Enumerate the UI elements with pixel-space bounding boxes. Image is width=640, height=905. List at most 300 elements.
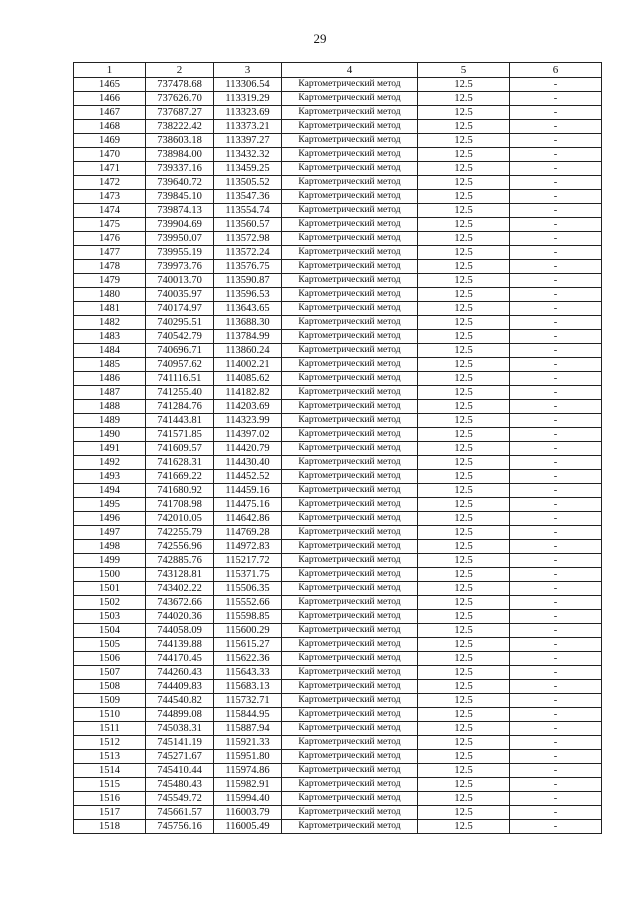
y-coordinate-cell: 115217.72 bbox=[214, 554, 282, 568]
note-cell: - bbox=[510, 680, 602, 694]
accuracy-cell: 12.5 bbox=[418, 540, 510, 554]
accuracy-cell: 12.5 bbox=[418, 582, 510, 596]
accuracy-cell: 12.5 bbox=[418, 484, 510, 498]
x-coordinate-cell: 739874.13 bbox=[146, 204, 214, 218]
method-cell: Картометрический метод bbox=[282, 148, 418, 162]
method-cell: Картометрический метод bbox=[282, 134, 418, 148]
table-row bbox=[74, 288, 602, 302]
table-row bbox=[74, 694, 602, 708]
note-cell: - bbox=[510, 624, 602, 638]
table-row bbox=[74, 792, 602, 806]
y-coordinate-cell: 113643.65 bbox=[214, 302, 282, 316]
accuracy-cell: 12.5 bbox=[418, 274, 510, 288]
point-number-cell: 1509 bbox=[74, 694, 146, 708]
point-number-cell: 1489 bbox=[74, 414, 146, 428]
x-coordinate-cell: 738603.18 bbox=[146, 134, 214, 148]
y-coordinate-cell: 113319.29 bbox=[214, 92, 282, 106]
table-row bbox=[74, 568, 602, 582]
table-row bbox=[74, 722, 602, 736]
table-row bbox=[74, 414, 602, 428]
table-row bbox=[74, 610, 602, 624]
table-row bbox=[74, 442, 602, 456]
table-row bbox=[74, 148, 602, 162]
method-cell: Картометрический метод bbox=[282, 372, 418, 386]
method-cell: Картометрический метод bbox=[282, 652, 418, 666]
point-number-cell: 1508 bbox=[74, 680, 146, 694]
x-coordinate-cell: 740035.97 bbox=[146, 288, 214, 302]
note-cell: - bbox=[510, 708, 602, 722]
x-coordinate-cell: 739337.16 bbox=[146, 162, 214, 176]
x-coordinate-cell: 744020.36 bbox=[146, 610, 214, 624]
table-row bbox=[74, 540, 602, 554]
y-coordinate-cell: 115887.94 bbox=[214, 722, 282, 736]
accuracy-cell: 12.5 bbox=[418, 134, 510, 148]
y-coordinate-cell: 114203.69 bbox=[214, 400, 282, 414]
y-coordinate-cell: 115552.66 bbox=[214, 596, 282, 610]
x-coordinate-cell: 742885.76 bbox=[146, 554, 214, 568]
y-coordinate-cell: 113373.21 bbox=[214, 120, 282, 134]
x-coordinate-cell: 745480.43 bbox=[146, 778, 214, 792]
note-cell: - bbox=[510, 274, 602, 288]
x-coordinate-cell: 744540.82 bbox=[146, 694, 214, 708]
note-cell: - bbox=[510, 666, 602, 680]
accuracy-cell: 12.5 bbox=[418, 386, 510, 400]
table-row bbox=[74, 736, 602, 750]
x-coordinate-cell: 743402.22 bbox=[146, 582, 214, 596]
point-number-cell: 1518 bbox=[74, 820, 146, 834]
y-coordinate-cell: 113547.36 bbox=[214, 190, 282, 204]
x-coordinate-cell: 740957.62 bbox=[146, 358, 214, 372]
point-number-cell: 1476 bbox=[74, 232, 146, 246]
y-coordinate-cell: 113590.87 bbox=[214, 274, 282, 288]
note-cell: - bbox=[510, 162, 602, 176]
table-row bbox=[74, 372, 602, 386]
table-row bbox=[74, 652, 602, 666]
x-coordinate-cell: 740295.51 bbox=[146, 316, 214, 330]
accuracy-cell: 12.5 bbox=[418, 428, 510, 442]
note-cell: - bbox=[510, 512, 602, 526]
table-row bbox=[74, 820, 602, 834]
method-cell: Картометрический метод bbox=[282, 638, 418, 652]
x-coordinate-cell: 744058.09 bbox=[146, 624, 214, 638]
note-cell: - bbox=[510, 190, 602, 204]
x-coordinate-cell: 739904.69 bbox=[146, 218, 214, 232]
method-cell: Картометрический метод bbox=[282, 358, 418, 372]
table-row bbox=[74, 316, 602, 330]
accuracy-cell: 12.5 bbox=[418, 498, 510, 512]
note-cell: - bbox=[510, 722, 602, 736]
y-coordinate-cell: 115600.29 bbox=[214, 624, 282, 638]
method-cell: Картометрический метод bbox=[282, 708, 418, 722]
method-cell: Картометрический метод bbox=[282, 610, 418, 624]
point-number-cell: 1478 bbox=[74, 260, 146, 274]
note-cell: - bbox=[510, 652, 602, 666]
point-number-cell: 1498 bbox=[74, 540, 146, 554]
point-number-cell: 1493 bbox=[74, 470, 146, 484]
table-row bbox=[74, 512, 602, 526]
table-body bbox=[74, 78, 602, 834]
x-coordinate-cell: 739640.72 bbox=[146, 176, 214, 190]
method-cell: Картометрический метод bbox=[282, 456, 418, 470]
x-coordinate-cell: 740013.70 bbox=[146, 274, 214, 288]
accuracy-cell: 12.5 bbox=[418, 596, 510, 610]
note-cell: - bbox=[510, 260, 602, 274]
note-cell: - bbox=[510, 400, 602, 414]
note-cell: - bbox=[510, 106, 602, 120]
method-cell: Картометрический метод bbox=[282, 218, 418, 232]
accuracy-cell: 12.5 bbox=[418, 358, 510, 372]
accuracy-cell: 12.5 bbox=[418, 372, 510, 386]
point-number-cell: 1510 bbox=[74, 708, 146, 722]
y-coordinate-cell: 115732.71 bbox=[214, 694, 282, 708]
method-cell: Картометрический метод bbox=[282, 680, 418, 694]
note-cell: - bbox=[510, 218, 602, 232]
table-row bbox=[74, 554, 602, 568]
y-coordinate-cell: 115994.40 bbox=[214, 792, 282, 806]
method-cell: Картометрический метод bbox=[282, 428, 418, 442]
accuracy-cell: 12.5 bbox=[418, 302, 510, 316]
accuracy-cell: 12.5 bbox=[418, 204, 510, 218]
y-coordinate-cell: 114182.82 bbox=[214, 386, 282, 400]
table-row bbox=[74, 190, 602, 204]
method-cell: Картометрический метод bbox=[282, 750, 418, 764]
note-cell: - bbox=[510, 302, 602, 316]
accuracy-cell: 12.5 bbox=[418, 722, 510, 736]
x-coordinate-cell: 745141.19 bbox=[146, 736, 214, 750]
y-coordinate-cell: 113459.25 bbox=[214, 162, 282, 176]
table-row bbox=[74, 400, 602, 414]
accuracy-cell: 12.5 bbox=[418, 414, 510, 428]
point-number-cell: 1491 bbox=[74, 442, 146, 456]
column-header: 1 bbox=[74, 63, 146, 78]
point-number-cell: 1495 bbox=[74, 498, 146, 512]
point-number-cell: 1467 bbox=[74, 106, 146, 120]
note-cell: - bbox=[510, 596, 602, 610]
method-cell: Картометрический метод bbox=[282, 666, 418, 680]
note-cell: - bbox=[510, 540, 602, 554]
method-cell: Картометрический метод bbox=[282, 330, 418, 344]
accuracy-cell: 12.5 bbox=[418, 666, 510, 680]
x-coordinate-cell: 737626.70 bbox=[146, 92, 214, 106]
point-number-cell: 1479 bbox=[74, 274, 146, 288]
method-cell: Картометрический метод bbox=[282, 386, 418, 400]
method-cell: Картометрический метод bbox=[282, 722, 418, 736]
y-coordinate-cell: 113560.57 bbox=[214, 218, 282, 232]
note-cell: - bbox=[510, 778, 602, 792]
y-coordinate-cell: 114323.99 bbox=[214, 414, 282, 428]
x-coordinate-cell: 744260.43 bbox=[146, 666, 214, 680]
method-cell: Картометрический метод bbox=[282, 302, 418, 316]
x-coordinate-cell: 743128.81 bbox=[146, 568, 214, 582]
table-row bbox=[74, 92, 602, 106]
accuracy-cell: 12.5 bbox=[418, 442, 510, 456]
note-cell: - bbox=[510, 372, 602, 386]
y-coordinate-cell: 116003.79 bbox=[214, 806, 282, 820]
y-coordinate-cell: 115598.85 bbox=[214, 610, 282, 624]
method-cell: Картометрический метод bbox=[282, 344, 418, 358]
y-coordinate-cell: 114475.16 bbox=[214, 498, 282, 512]
accuracy-cell: 12.5 bbox=[418, 176, 510, 190]
point-number-cell: 1466 bbox=[74, 92, 146, 106]
x-coordinate-cell: 741708.98 bbox=[146, 498, 214, 512]
point-number-cell: 1487 bbox=[74, 386, 146, 400]
point-number-cell: 1503 bbox=[74, 610, 146, 624]
x-coordinate-cell: 745756.16 bbox=[146, 820, 214, 834]
x-coordinate-cell: 745661.57 bbox=[146, 806, 214, 820]
point-number-cell: 1471 bbox=[74, 162, 146, 176]
accuracy-cell: 12.5 bbox=[418, 232, 510, 246]
note-cell: - bbox=[510, 442, 602, 456]
note-cell: - bbox=[510, 610, 602, 624]
method-cell: Картометрический метод bbox=[282, 484, 418, 498]
point-number-cell: 1502 bbox=[74, 596, 146, 610]
method-cell: Картометрический метод bbox=[282, 232, 418, 246]
note-cell: - bbox=[510, 316, 602, 330]
y-coordinate-cell: 114420.79 bbox=[214, 442, 282, 456]
accuracy-cell: 12.5 bbox=[418, 806, 510, 820]
accuracy-cell: 12.5 bbox=[418, 260, 510, 274]
accuracy-cell: 12.5 bbox=[418, 120, 510, 134]
table-row bbox=[74, 456, 602, 470]
note-cell: - bbox=[510, 582, 602, 596]
y-coordinate-cell: 115622.36 bbox=[214, 652, 282, 666]
table-row bbox=[74, 302, 602, 316]
point-number-cell: 1516 bbox=[74, 792, 146, 806]
accuracy-cell: 12.5 bbox=[418, 344, 510, 358]
x-coordinate-cell: 745410.44 bbox=[146, 764, 214, 778]
method-cell: Картометрический метод bbox=[282, 498, 418, 512]
note-cell: - bbox=[510, 414, 602, 428]
y-coordinate-cell: 113397.27 bbox=[214, 134, 282, 148]
x-coordinate-cell: 745271.67 bbox=[146, 750, 214, 764]
x-coordinate-cell: 744170.45 bbox=[146, 652, 214, 666]
note-cell: - bbox=[510, 78, 602, 92]
table-row bbox=[74, 498, 602, 512]
table-row bbox=[74, 750, 602, 764]
x-coordinate-cell: 743672.66 bbox=[146, 596, 214, 610]
point-number-cell: 1515 bbox=[74, 778, 146, 792]
x-coordinate-cell: 741284.76 bbox=[146, 400, 214, 414]
note-cell: - bbox=[510, 736, 602, 750]
method-cell: Картометрический метод bbox=[282, 526, 418, 540]
point-number-cell: 1497 bbox=[74, 526, 146, 540]
method-cell: Картометрический метод bbox=[282, 78, 418, 92]
x-coordinate-cell: 737687.27 bbox=[146, 106, 214, 120]
accuracy-cell: 12.5 bbox=[418, 624, 510, 638]
point-number-cell: 1468 bbox=[74, 120, 146, 134]
method-cell: Картометрический метод bbox=[282, 260, 418, 274]
page-number: 29 bbox=[313, 31, 327, 46]
y-coordinate-cell: 113688.30 bbox=[214, 316, 282, 330]
x-coordinate-cell: 739955.19 bbox=[146, 246, 214, 260]
note-cell: - bbox=[510, 456, 602, 470]
method-cell: Картометрический метод bbox=[282, 540, 418, 554]
point-number-cell: 1480 bbox=[74, 288, 146, 302]
accuracy-cell: 12.5 bbox=[418, 470, 510, 484]
y-coordinate-cell: 115921.33 bbox=[214, 736, 282, 750]
x-coordinate-cell: 740542.79 bbox=[146, 330, 214, 344]
method-cell: Картометрический метод bbox=[282, 92, 418, 106]
accuracy-cell: 12.5 bbox=[418, 92, 510, 106]
accuracy-cell: 12.5 bbox=[418, 652, 510, 666]
table-row bbox=[74, 106, 602, 120]
y-coordinate-cell: 114430.40 bbox=[214, 456, 282, 470]
accuracy-cell: 12.5 bbox=[418, 554, 510, 568]
point-number-cell: 1465 bbox=[74, 78, 146, 92]
x-coordinate-cell: 741571.85 bbox=[146, 428, 214, 442]
y-coordinate-cell: 115506.35 bbox=[214, 582, 282, 596]
x-coordinate-cell: 739845.10 bbox=[146, 190, 214, 204]
y-coordinate-cell: 114085.62 bbox=[214, 372, 282, 386]
table-row bbox=[74, 204, 602, 218]
method-cell: Картометрический метод bbox=[282, 568, 418, 582]
point-number-cell: 1474 bbox=[74, 204, 146, 218]
table-row bbox=[74, 176, 602, 190]
method-cell: Картометрический метод bbox=[282, 512, 418, 526]
x-coordinate-cell: 741669.22 bbox=[146, 470, 214, 484]
y-coordinate-cell: 115982.91 bbox=[214, 778, 282, 792]
point-number-cell: 1485 bbox=[74, 358, 146, 372]
x-coordinate-cell: 737478.68 bbox=[146, 78, 214, 92]
x-coordinate-cell: 738222.42 bbox=[146, 120, 214, 134]
method-cell: Картометрический метод bbox=[282, 120, 418, 134]
note-cell: - bbox=[510, 92, 602, 106]
x-coordinate-cell: 745038.31 bbox=[146, 722, 214, 736]
x-coordinate-cell: 739973.76 bbox=[146, 260, 214, 274]
method-cell: Картометрический метод bbox=[282, 190, 418, 204]
point-number-cell: 1482 bbox=[74, 316, 146, 330]
x-coordinate-cell: 739950.07 bbox=[146, 232, 214, 246]
point-number-cell: 1472 bbox=[74, 176, 146, 190]
column-header: 6 bbox=[510, 63, 602, 78]
note-cell: - bbox=[510, 554, 602, 568]
accuracy-cell: 12.5 bbox=[418, 512, 510, 526]
y-coordinate-cell: 115615.27 bbox=[214, 638, 282, 652]
y-coordinate-cell: 115951.80 bbox=[214, 750, 282, 764]
point-number-cell: 1477 bbox=[74, 246, 146, 260]
column-header: 2 bbox=[146, 63, 214, 78]
method-cell: Картометрический метод bbox=[282, 162, 418, 176]
point-number-cell: 1486 bbox=[74, 372, 146, 386]
table-row bbox=[74, 582, 602, 596]
table-row bbox=[74, 232, 602, 246]
y-coordinate-cell: 114459.16 bbox=[214, 484, 282, 498]
note-cell: - bbox=[510, 498, 602, 512]
method-cell: Картометрический метод bbox=[282, 106, 418, 120]
y-coordinate-cell: 114972.83 bbox=[214, 540, 282, 554]
y-coordinate-cell: 113432.32 bbox=[214, 148, 282, 162]
note-cell: - bbox=[510, 176, 602, 190]
point-number-cell: 1501 bbox=[74, 582, 146, 596]
y-coordinate-cell: 114397.02 bbox=[214, 428, 282, 442]
x-coordinate-cell: 741255.40 bbox=[146, 386, 214, 400]
accuracy-cell: 12.5 bbox=[418, 106, 510, 120]
table-row bbox=[74, 638, 602, 652]
method-cell: Картометрический метод bbox=[282, 624, 418, 638]
point-number-cell: 1507 bbox=[74, 666, 146, 680]
method-cell: Картометрический метод bbox=[282, 792, 418, 806]
point-number-cell: 1512 bbox=[74, 736, 146, 750]
table-row bbox=[74, 666, 602, 680]
accuracy-cell: 12.5 bbox=[418, 78, 510, 92]
y-coordinate-cell: 114769.28 bbox=[214, 526, 282, 540]
point-number-cell: 1513 bbox=[74, 750, 146, 764]
method-cell: Картометрический метод bbox=[282, 806, 418, 820]
note-cell: - bbox=[510, 386, 602, 400]
note-cell: - bbox=[510, 484, 602, 498]
y-coordinate-cell: 114002.21 bbox=[214, 358, 282, 372]
note-cell: - bbox=[510, 134, 602, 148]
point-number-cell: 1483 bbox=[74, 330, 146, 344]
note-cell: - bbox=[510, 694, 602, 708]
table-row bbox=[74, 624, 602, 638]
column-header: 4 bbox=[282, 63, 418, 78]
note-cell: - bbox=[510, 638, 602, 652]
y-coordinate-cell: 113505.52 bbox=[214, 176, 282, 190]
table-row bbox=[74, 708, 602, 722]
method-cell: Картометрический метод bbox=[282, 470, 418, 484]
accuracy-cell: 12.5 bbox=[418, 148, 510, 162]
x-coordinate-cell: 742010.05 bbox=[146, 512, 214, 526]
table-row bbox=[74, 274, 602, 288]
coordinates-table bbox=[73, 62, 602, 834]
table-row bbox=[74, 78, 602, 92]
point-number-cell: 1492 bbox=[74, 456, 146, 470]
accuracy-cell: 12.5 bbox=[418, 400, 510, 414]
point-number-cell: 1517 bbox=[74, 806, 146, 820]
x-coordinate-cell: 741609.57 bbox=[146, 442, 214, 456]
table-row bbox=[74, 484, 602, 498]
accuracy-cell: 12.5 bbox=[418, 526, 510, 540]
y-coordinate-cell: 113860.24 bbox=[214, 344, 282, 358]
y-coordinate-cell: 113572.98 bbox=[214, 232, 282, 246]
y-coordinate-cell: 113576.75 bbox=[214, 260, 282, 274]
method-cell: Картометрический метод bbox=[282, 554, 418, 568]
accuracy-cell: 12.5 bbox=[418, 820, 510, 834]
note-cell: - bbox=[510, 204, 602, 218]
x-coordinate-cell: 742255.79 bbox=[146, 526, 214, 540]
note-cell: - bbox=[510, 750, 602, 764]
point-number-cell: 1490 bbox=[74, 428, 146, 442]
coordinates-table-container bbox=[73, 62, 601, 834]
table-header-row bbox=[74, 63, 602, 78]
accuracy-cell: 12.5 bbox=[418, 750, 510, 764]
method-cell: Картометрический метод bbox=[282, 414, 418, 428]
accuracy-cell: 12.5 bbox=[418, 456, 510, 470]
method-cell: Картометрический метод bbox=[282, 582, 418, 596]
table-row bbox=[74, 778, 602, 792]
y-coordinate-cell: 115974.86 bbox=[214, 764, 282, 778]
point-number-cell: 1470 bbox=[74, 148, 146, 162]
column-header: 3 bbox=[214, 63, 282, 78]
y-coordinate-cell: 114452.52 bbox=[214, 470, 282, 484]
note-cell: - bbox=[510, 148, 602, 162]
method-cell: Картометрический метод bbox=[282, 778, 418, 792]
note-cell: - bbox=[510, 470, 602, 484]
x-coordinate-cell: 741116.51 bbox=[146, 372, 214, 386]
table-row bbox=[74, 344, 602, 358]
table-row bbox=[74, 386, 602, 400]
accuracy-cell: 12.5 bbox=[418, 246, 510, 260]
table-row bbox=[74, 330, 602, 344]
point-number-cell: 1500 bbox=[74, 568, 146, 582]
point-number-cell: 1484 bbox=[74, 344, 146, 358]
table-row bbox=[74, 120, 602, 134]
table-row bbox=[74, 806, 602, 820]
x-coordinate-cell: 740174.97 bbox=[146, 302, 214, 316]
method-cell: Картометрический метод bbox=[282, 736, 418, 750]
accuracy-cell: 12.5 bbox=[418, 568, 510, 582]
